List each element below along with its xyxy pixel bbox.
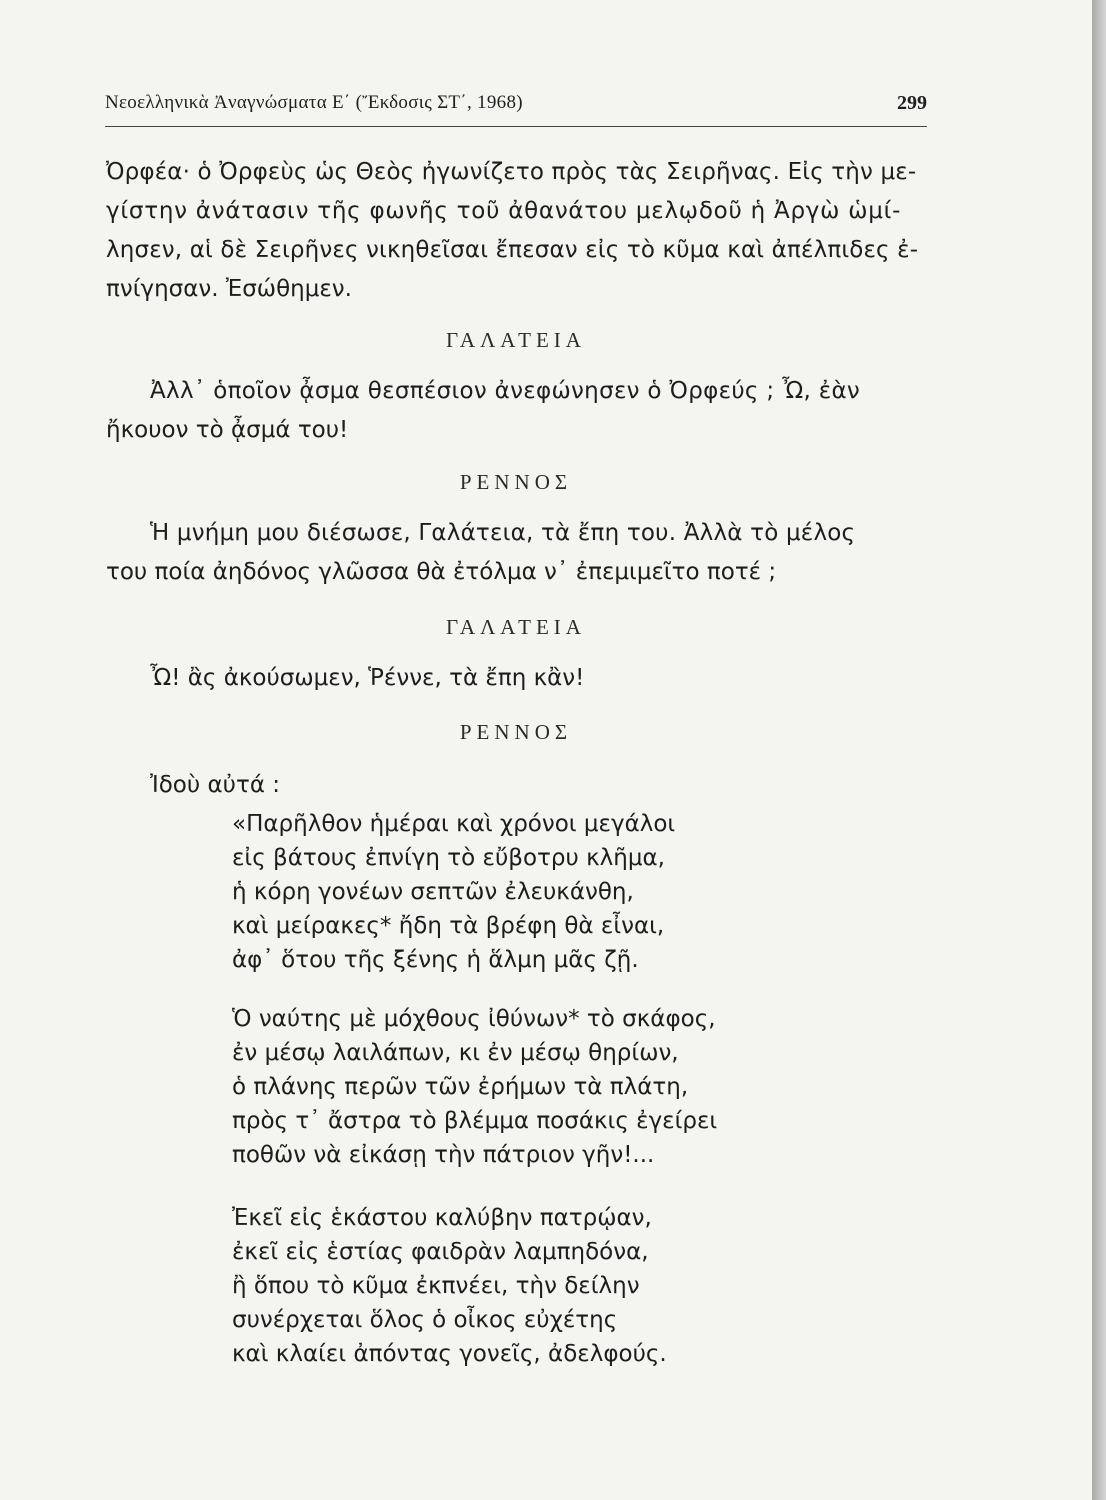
poem-intro: Ἰδοὺ αὐτά : [150,772,281,798]
poem-line: ὁ πλάνης περῶν τῶν ἐρήμων τὰ πλάτη, [232,1074,689,1100]
poem-line: καὶ μείρακες* ἤδη τὰ βρέφη θὰ εἶναι, [232,913,665,939]
poem-line: Ὁ ναύτης μὲ μόχθους ἰθύνων* τὸ σκάφος, [232,1006,716,1032]
poem-line: ἐκεῖ εἰς ἑστίας φαιδρὰν λαμπηδόνα, [232,1239,649,1265]
paragraph1-line: γίστην ἀνάτασιν τῆς φωνῆς τοῦ ἀθανάτου μελῳδοῦ ἡ Ἀργὼ ὡμί- [106,198,902,224]
poem-line: ἐν μέσῳ λαιλάπων, κι ἐν μέσῳ θηρίων, [232,1040,679,1066]
poem-line: πρὸς τ᾿ ἄστρα τὸ βλέμμα ποσάκις ἐγείρει [232,1108,718,1134]
poem-line: ἀφ᾿ ὅτου τῆς ξένης ἡ ἅλμη μᾶς ζῇ. [232,947,639,973]
paragraph1-line: Ὀρφέα· ὁ Ὀρφεὺς ὡς Θεὸς ἠγωνίζετο πρὸς τὰς Σειρῆνας. Εἰς τὴν με- [106,159,917,185]
poem-line: «Παρῆλθον ἡμέραι καὶ χρόνοι μεγάλοι [232,811,676,837]
poem-line: εἰς βάτους ἐπνίγη τὸ εὔβοτρυ κλῆμα, [232,845,665,871]
running-header [105,92,927,127]
speaker-heading: ΓΑΛΑΤΕΙΑ [446,328,586,352]
paragraph3-line: του ποία ἀηδόνος γλῶσσα θὰ ἐτόλμα ν᾿ ἐπεμιμεῖτο ποτέ ; [106,559,777,585]
poem-line: συνέρχεται ὅλος ὁ οἶκος εὐχέτης [232,1307,618,1333]
poem-line: Ἐκεῖ εἰς ἑκάστου καλύβην πατρῴαν, [232,1205,652,1231]
page-number: 299 [897,92,927,114]
running-title: Νεοελληνικὰ Ἀναγνώσματα Ε΄ (Ἔκδοσις ΣΤ΄, 1968) [105,92,523,113]
paragraph1-line: πνίγησαν. Ἐσώθημεν. [106,276,352,302]
paragraph2-line: ἤκουον τὸ ᾆσμά του! [106,417,349,443]
poem-line: ποθῶν νὰ εἰκάσῃ τὴν πάτριον γῆν!... [232,1142,655,1168]
paragraph1-line: λησεν, αἱ δὲ Σειρῆνες νικηθεῖσαι ἔπεσαν εἰς τὸ κῦμα καὶ ἀπέλπιδες ἐ- [106,237,919,263]
speaker-heading: ΡΕΝΝΟΣ [459,720,573,744]
page-edge [1092,0,1106,1500]
paragraph4-line: Ὦ! ἂς ἀκούσωμεν, Ῥέννε, τὰ ἔπη κἂν! [150,665,585,691]
paragraph3-line: Ἡ μνήμη μου διέσωσε, Γαλάτεια, τὰ ἔπη του. Ἀλλὰ τὸ μέλος [150,520,856,546]
speaker-heading: ΓΑΛΑΤΕΙΑ [446,615,586,639]
poem-line: ἢ ὅπου τὸ κῦμα ἐκπνέει, τὴν δείλην [232,1273,640,1299]
poem-line: ἡ κόρη γονέων σεπτῶν ἐλευκάνθη, [232,879,634,905]
poem-line: καὶ κλαίει ἀπόντας γονεῖς, ἀδελφούς. [232,1341,667,1367]
speaker-heading: ΡΕΝΝΟΣ [459,470,573,494]
paragraph2-line: Ἀλλ᾿ ὁποῖον ᾆσμα θεσπέσιον ἀνεφώνησεν ὁ Ὀρφεύς ; Ὦ, ἐὰν [150,378,861,404]
